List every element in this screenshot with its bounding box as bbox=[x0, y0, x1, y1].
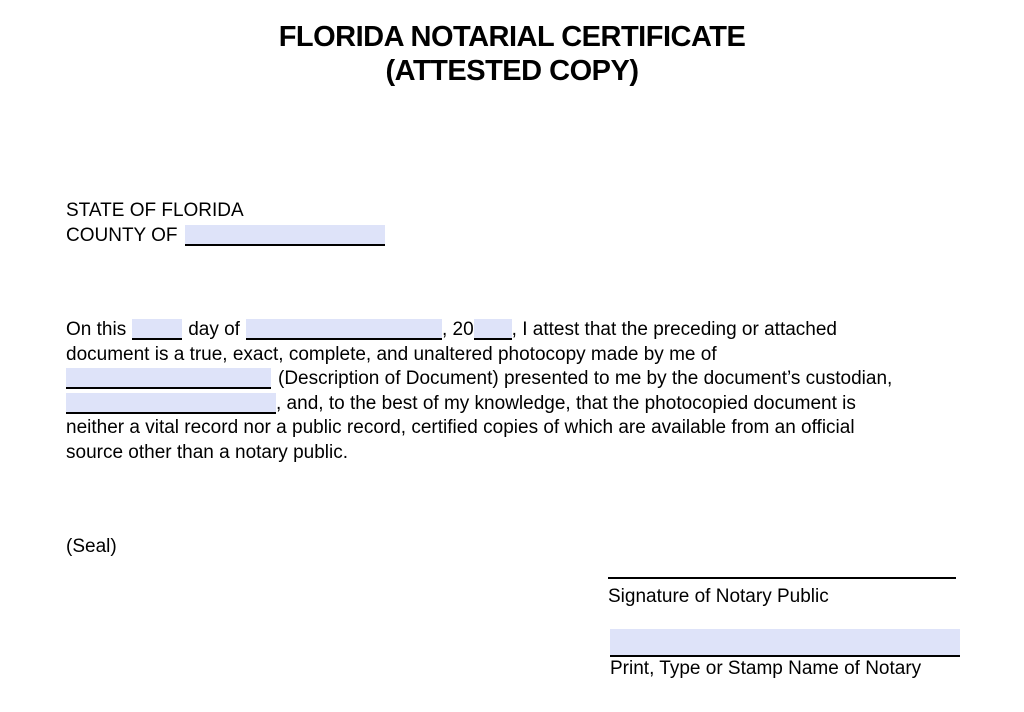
document-description-field[interactable] bbox=[66, 368, 271, 389]
document-title bbox=[0, 20, 1024, 88]
line1-post-text: , I attest that the preceding or attached bbox=[511, 319, 837, 340]
county-line bbox=[66, 224, 385, 249]
paragraph-line: neither a vital record nor a public record, certified copies of which are available from an official bbox=[66, 417, 855, 439]
print-name-label: Print, Type or Stamp Name of Notary bbox=[610, 658, 922, 679]
attestation-paragraph bbox=[66, 318, 966, 466]
paragraph-line bbox=[66, 367, 966, 392]
line3-post-text: (Description of Document) presented to me by the document’s custodian, bbox=[278, 368, 893, 390]
year-field[interactable] bbox=[474, 319, 512, 340]
paragraph-line: document is a true, exact, complete, and unaltered photocopy made by me of bbox=[66, 343, 717, 365]
line1-pre-text: On this bbox=[66, 319, 127, 340]
paragraph-line: source other than a notary public. bbox=[66, 441, 349, 463]
venue-block bbox=[66, 199, 385, 248]
line4-post-text: , and, to the best of my knowledge, that the photocopied document is bbox=[276, 392, 856, 414]
state-line: STATE OF FLORIDA bbox=[66, 200, 244, 221]
paragraph-line bbox=[66, 318, 966, 343]
paragraph-line bbox=[66, 392, 966, 417]
document-title-line2: (ATTESTED COPY) bbox=[385, 55, 639, 87]
county-field[interactable] bbox=[185, 225, 385, 246]
custodian-field[interactable] bbox=[66, 393, 276, 414]
seal-label: (Seal) bbox=[66, 536, 117, 557]
document-title-line1: FLORIDA NOTARIAL CERTIFICATE bbox=[278, 21, 746, 53]
signature-label: Signature of Notary Public bbox=[608, 586, 829, 607]
notary-name-field[interactable] bbox=[610, 629, 960, 657]
line1-mid-text: day of bbox=[188, 319, 240, 340]
day-field[interactable] bbox=[132, 319, 182, 340]
line1-year-prefix-text: , 20 bbox=[441, 319, 474, 340]
county-label: COUNTY OF bbox=[66, 224, 178, 246]
signature-line[interactable] bbox=[608, 577, 956, 579]
month-field[interactable] bbox=[246, 319, 442, 340]
